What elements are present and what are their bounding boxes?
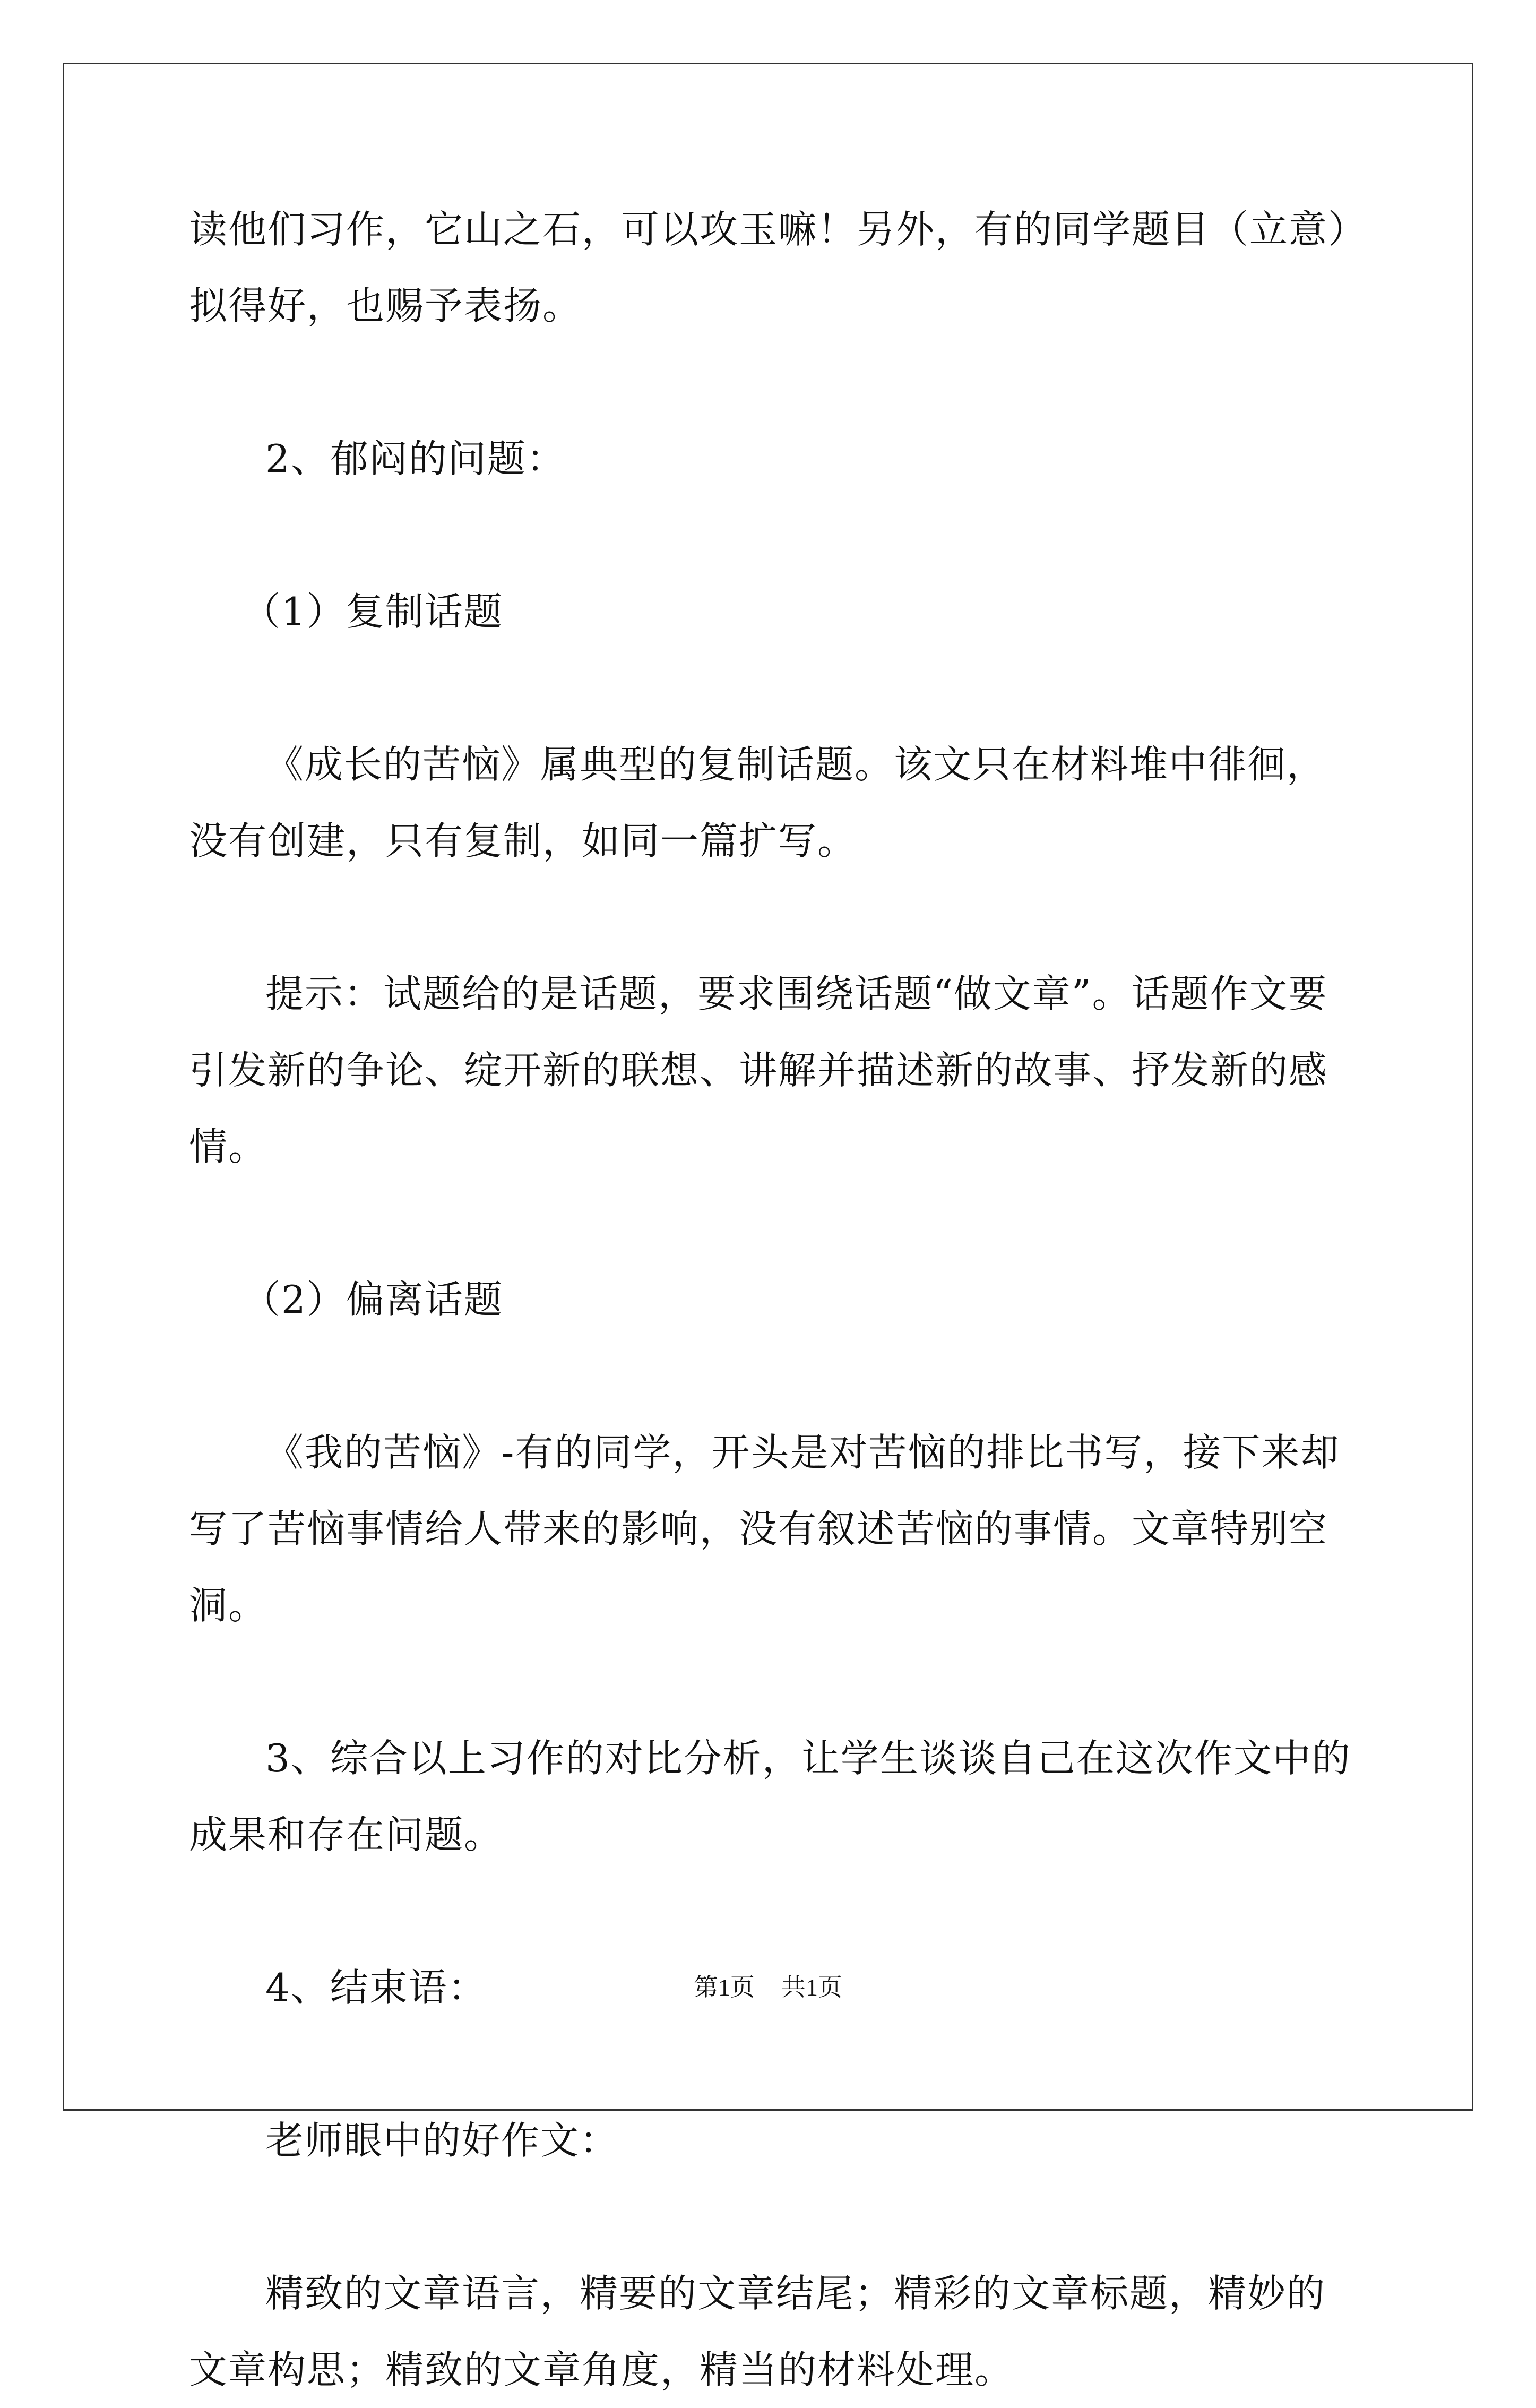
page-number: 第1页 [694, 1974, 755, 2001]
subheading-copy-topic: （1）复制话题 [242, 589, 503, 634]
page-total: 共1页 [781, 1974, 842, 2001]
page-footer [0, 1972, 1536, 2003]
paragraph-hint: 提示：试题给的是话题，要求围绕话题“做文章”。话题作文要引发新的争论、绽开新的联想、讲解并描述新的故事、抒发新的感情。 [189, 971, 1328, 1169]
paragraph-comparison-analysis: 3、综合以上习作的对比分析，让学生谈谈自己在这次作文中的成果和存在问题。 [189, 1736, 1351, 1857]
paragraph-my-troubles: 《我的苦恼》-有的同学，开头是对苦恼的排比书写，接下来却写了苦恼事情给人带来的影响，没有叙述苦恼的事情。文章特别空洞。 [189, 1430, 1340, 1628]
paragraph-teacher-view: 老师眼中的好作文： [265, 2118, 619, 2163]
subheading-off-topic: （2）偏离话题 [242, 1277, 503, 1322]
paragraph-growth-troubles: 《成长的苦恼》属典型的复制话题。该文只在材料堆中徘徊，没有创建，只有复制，如同一篇扩写。 [189, 742, 1326, 863]
heading-closing-remarks: 4、结束语： [265, 1965, 487, 2010]
paragraph-continuation: 读他们习作，它山之石，可以攻玉嘛！另外，有的同学题目（立意）拟得好，也赐予表扬。 [189, 207, 1349, 328]
document-body [189, 191, 1352, 2408]
heading-depressing-problems: 2、郁闷的问题： [265, 436, 566, 481]
paragraph-good-essay-traits: 精致的文章语言，精要的文章结尾；精彩的文章标题，精妙的文章构思；精致的文章角度，精当的材料处理。 [189, 2271, 1326, 2392]
